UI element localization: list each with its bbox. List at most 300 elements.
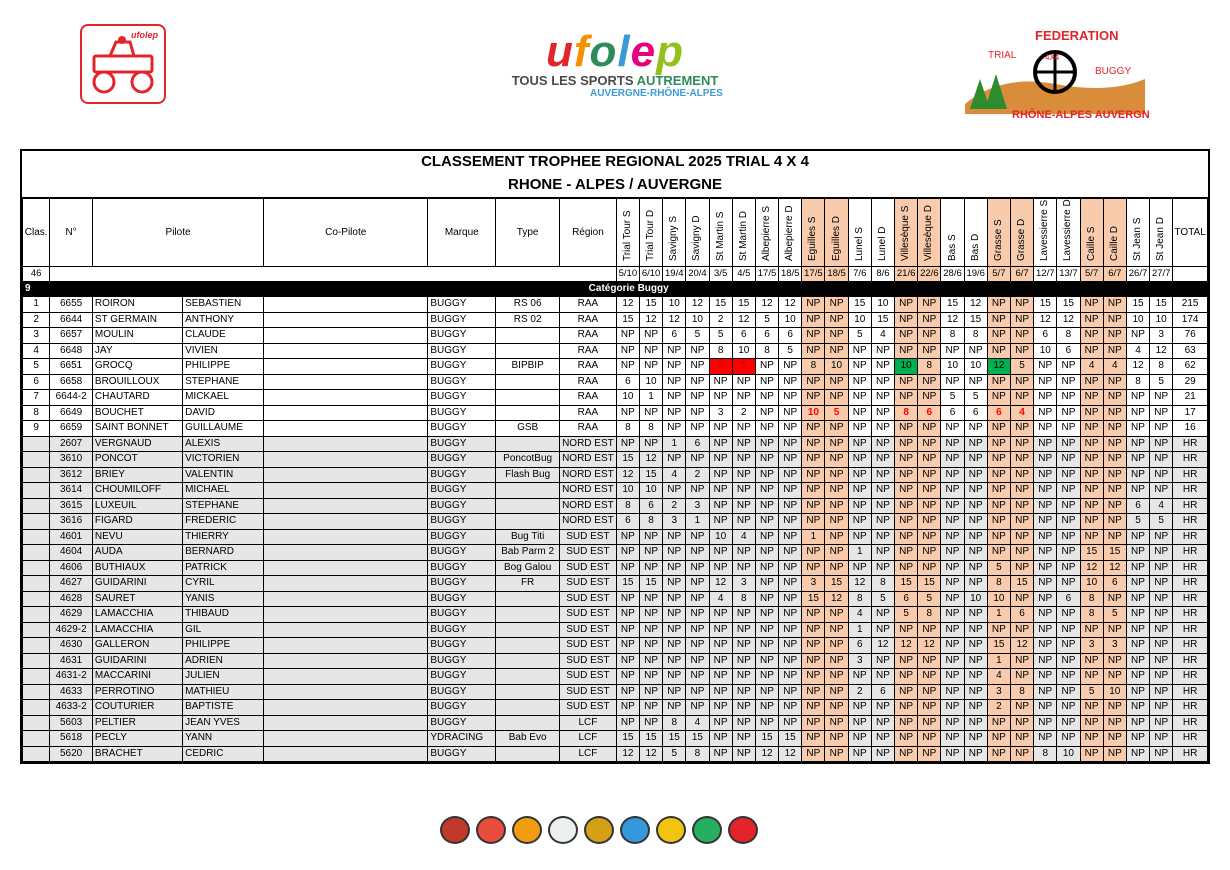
score-cell: NP xyxy=(616,545,639,561)
score-cell: NP xyxy=(1103,405,1126,421)
score-cell: NP xyxy=(964,483,987,499)
score-cell: 2 xyxy=(848,684,871,700)
score-cell: 15 xyxy=(779,731,802,747)
score-cell: NP xyxy=(918,700,941,716)
rank-cell xyxy=(23,684,50,700)
copilot-cell xyxy=(264,669,428,685)
pilot-lastname: LAMACCHIA xyxy=(92,622,182,638)
table-row xyxy=(23,297,1208,313)
score-cell: NP xyxy=(1080,483,1103,499)
copilot-cell xyxy=(264,483,428,499)
score-cell: 8 xyxy=(895,405,918,421)
event-name: Eguilles S xyxy=(807,216,819,261)
score-cell: NP xyxy=(1126,421,1149,437)
ranking-body xyxy=(23,199,1208,762)
score-cell: NP xyxy=(941,715,964,731)
score-cell: NP xyxy=(1034,576,1057,592)
score-cell: 15 xyxy=(1103,545,1126,561)
event-date: 3/5 xyxy=(709,267,732,282)
score-cell: NP xyxy=(964,684,987,700)
ranking-table xyxy=(22,198,1208,762)
score-cell: NP xyxy=(964,452,987,468)
score-cell: NP xyxy=(1150,715,1173,731)
score-cell: 12 xyxy=(1126,359,1149,375)
score-cell: NP xyxy=(825,467,848,483)
score-cell: NP xyxy=(1010,312,1033,328)
type-cell xyxy=(496,684,560,700)
score-cell: 15 xyxy=(616,452,639,468)
copilot-cell xyxy=(264,545,428,561)
brand-cell: BUGGY xyxy=(428,684,496,700)
score-cell: 6 xyxy=(709,359,732,375)
score-cell: NP xyxy=(639,560,662,576)
rank-cell xyxy=(23,529,50,545)
score-cell: NP xyxy=(1034,638,1057,654)
total-cell: HR xyxy=(1173,607,1208,623)
score-cell: 5 xyxy=(755,312,778,328)
score-cell: 10 xyxy=(779,312,802,328)
score-cell: NP xyxy=(639,653,662,669)
event-date: 18/5 xyxy=(825,267,848,282)
score-cell: NP xyxy=(1010,498,1033,514)
pilot-lastname: JAY xyxy=(92,343,182,359)
score-cell: 12 xyxy=(779,297,802,313)
number-cell: 4631 xyxy=(50,653,93,669)
type-cell xyxy=(496,436,560,452)
score-cell: NP xyxy=(895,483,918,499)
score-cell: NP xyxy=(1010,746,1033,762)
score-cell: NP xyxy=(1126,653,1149,669)
table-row xyxy=(23,529,1208,545)
score-cell: NP xyxy=(709,498,732,514)
brand-cell: BUGGY xyxy=(428,607,496,623)
number-cell: 4633-2 xyxy=(50,700,93,716)
score-cell: NP xyxy=(686,653,709,669)
header-event xyxy=(871,199,894,267)
score-cell: NP xyxy=(732,452,755,468)
score-cell: 6 xyxy=(1057,343,1080,359)
ranking-sheet xyxy=(20,149,1210,764)
score-cell: NP xyxy=(1103,746,1126,762)
total-cell: HR xyxy=(1173,591,1208,607)
brand-cell: BUGGY xyxy=(428,297,496,313)
total-cell: HR xyxy=(1173,514,1208,530)
score-cell: NP xyxy=(732,421,755,437)
score-cell: NP xyxy=(895,343,918,359)
score-cell: NP xyxy=(987,312,1010,328)
svg-text:FEDERATION: FEDERATION xyxy=(1035,28,1119,43)
score-cell: NP xyxy=(895,560,918,576)
score-cell: NP xyxy=(779,374,802,390)
score-cell: NP xyxy=(686,684,709,700)
table-row xyxy=(23,483,1208,499)
score-cell: NP xyxy=(825,560,848,576)
score-cell: NP xyxy=(755,576,778,592)
score-cell: NP xyxy=(686,591,709,607)
logo-left-brand: ufolep xyxy=(131,30,158,40)
score-cell: NP xyxy=(825,684,848,700)
rank-cell xyxy=(23,591,50,607)
event-name: St Jean D xyxy=(1155,217,1167,261)
score-cell: NP xyxy=(709,653,732,669)
score-cell: 1 xyxy=(987,607,1010,623)
score-cell: NP xyxy=(1150,591,1173,607)
score-cell: NP xyxy=(1103,483,1126,499)
score-cell: NP xyxy=(825,390,848,406)
score-cell: NP xyxy=(1126,467,1149,483)
score-cell: NP xyxy=(1034,591,1057,607)
pilot-lastname: CHAUTARD xyxy=(92,390,182,406)
event-name: Villesèque D xyxy=(923,205,935,261)
score-cell: NP xyxy=(1150,529,1173,545)
score-cell: NP xyxy=(732,669,755,685)
score-cell: 15 xyxy=(1010,576,1033,592)
pilot-firstname: GUILLAUME xyxy=(183,421,264,437)
score-cell: NP xyxy=(732,390,755,406)
score-cell: NP xyxy=(686,560,709,576)
score-cell: 10 xyxy=(1103,684,1126,700)
score-cell: NP xyxy=(1126,638,1149,654)
score-cell: NP xyxy=(1080,374,1103,390)
score-cell: 4 xyxy=(709,591,732,607)
event-name: Caille S xyxy=(1085,226,1097,261)
score-cell: 1 xyxy=(848,622,871,638)
score-cell: 3 xyxy=(709,405,732,421)
score-cell: 10 xyxy=(1080,576,1103,592)
score-cell: NP xyxy=(848,483,871,499)
score-cell: NP xyxy=(1103,514,1126,530)
score-cell: 6 xyxy=(616,514,639,530)
score-cell: NP xyxy=(871,436,894,452)
score-cell: NP xyxy=(1126,591,1149,607)
score-cell: NP xyxy=(755,452,778,468)
type-cell xyxy=(496,328,560,344)
pilot-firstname: ADRIEN xyxy=(183,653,264,669)
score-cell: 6 xyxy=(941,405,964,421)
rank-cell xyxy=(23,483,50,499)
score-cell: NP xyxy=(663,343,686,359)
type-cell xyxy=(496,669,560,685)
score-cell: NP xyxy=(1010,560,1033,576)
score-cell: NP xyxy=(639,529,662,545)
brand-cell: BUGGY xyxy=(428,452,496,468)
score-cell: NP xyxy=(616,669,639,685)
score-cell: 15 xyxy=(895,576,918,592)
region-cell: SUD EST xyxy=(560,622,617,638)
score-cell: NP xyxy=(918,436,941,452)
score-cell: NP xyxy=(825,545,848,561)
score-cell: NP xyxy=(848,421,871,437)
score-cell: NP xyxy=(964,715,987,731)
score-cell: 4 xyxy=(987,669,1010,685)
score-cell: NP xyxy=(987,483,1010,499)
federation-logo xyxy=(960,24,1150,124)
event-date: 27/7 xyxy=(1150,267,1173,282)
score-cell: NP xyxy=(964,514,987,530)
event-name: St Jean S xyxy=(1132,217,1143,261)
score-cell: 5 xyxy=(1150,514,1173,530)
total-cell: 21 xyxy=(1173,390,1208,406)
region-cell: RAA xyxy=(560,312,617,328)
score-cell: 15 xyxy=(686,731,709,747)
header-event xyxy=(848,199,871,267)
event-name: Lavessierre D xyxy=(1062,199,1074,261)
pilot-lastname: PERROTINO xyxy=(92,684,182,700)
score-cell: 6 xyxy=(616,374,639,390)
score-cell: 1 xyxy=(639,390,662,406)
score-cell: NP xyxy=(1010,343,1033,359)
copilot-cell xyxy=(264,576,428,592)
score-cell: 1 xyxy=(663,436,686,452)
type-cell xyxy=(496,591,560,607)
score-cell: NP xyxy=(825,343,848,359)
score-cell: NP xyxy=(1126,452,1149,468)
score-cell: 12 xyxy=(1057,312,1080,328)
table-row xyxy=(23,390,1208,406)
number-cell: 3615 xyxy=(50,498,93,514)
brand-cell: BUGGY xyxy=(428,467,496,483)
region-cell: SUD EST xyxy=(560,684,617,700)
score-cell: NP xyxy=(755,374,778,390)
header-event xyxy=(895,199,918,267)
score-cell: NP xyxy=(732,638,755,654)
score-cell: NP xyxy=(941,498,964,514)
score-cell: NP xyxy=(1057,622,1080,638)
score-cell: NP xyxy=(1010,669,1033,685)
score-cell: NP xyxy=(1034,684,1057,700)
score-cell: NP xyxy=(732,545,755,561)
category-count: 9 xyxy=(23,282,50,297)
header-num: N° xyxy=(50,199,93,267)
score-cell: NP xyxy=(871,374,894,390)
score-cell: NP xyxy=(639,591,662,607)
number-cell: 4631-2 xyxy=(50,669,93,685)
event-date: 21/6 xyxy=(895,267,918,282)
score-cell: NP xyxy=(639,359,662,375)
number-cell: 6655 xyxy=(50,297,93,313)
ufolep-wordmark: ufolep xyxy=(545,27,685,76)
score-cell: NP xyxy=(1080,343,1103,359)
score-cell: 15 xyxy=(709,297,732,313)
score-cell: NP xyxy=(802,452,825,468)
copilot-cell xyxy=(264,560,428,576)
rank-cell xyxy=(23,545,50,561)
score-cell: NP xyxy=(987,529,1010,545)
copilot-cell xyxy=(264,421,428,437)
score-cell: 12 xyxy=(1034,312,1057,328)
score-cell: NP xyxy=(1126,436,1149,452)
score-cell: 10 xyxy=(895,359,918,375)
score-cell: 12 xyxy=(941,312,964,328)
copilot-cell xyxy=(264,359,428,375)
total-cell: HR xyxy=(1173,436,1208,452)
score-cell: NP xyxy=(663,483,686,499)
score-cell: 10 xyxy=(639,374,662,390)
score-cell: NP xyxy=(825,312,848,328)
score-cell: NP xyxy=(1057,731,1080,747)
score-cell: NP xyxy=(1103,328,1126,344)
score-cell: 4 xyxy=(1103,359,1126,375)
number-cell: 6658 xyxy=(50,374,93,390)
score-cell: 10 xyxy=(848,312,871,328)
table-row xyxy=(23,715,1208,731)
score-cell: NP xyxy=(941,436,964,452)
score-cell: NP xyxy=(616,653,639,669)
score-cell: 5 xyxy=(686,328,709,344)
score-cell: 6 xyxy=(732,328,755,344)
score-cell: NP xyxy=(871,560,894,576)
score-cell: 6 xyxy=(918,405,941,421)
header-event xyxy=(941,199,964,267)
score-cell: NP xyxy=(871,529,894,545)
type-cell: BIPBIP xyxy=(496,359,560,375)
score-cell: NP xyxy=(663,452,686,468)
sponsor-logo-icon xyxy=(620,816,650,844)
type-cell xyxy=(496,700,560,716)
table-row xyxy=(23,576,1208,592)
score-cell: 5 xyxy=(941,390,964,406)
region-cell: RAA xyxy=(560,297,617,313)
score-cell: NP xyxy=(871,343,894,359)
score-cell: 4 xyxy=(732,529,755,545)
score-cell: NP xyxy=(686,700,709,716)
table-row xyxy=(23,731,1208,747)
score-cell: NP xyxy=(663,622,686,638)
rank-cell xyxy=(23,436,50,452)
score-cell: NP xyxy=(964,498,987,514)
total-cell: 29 xyxy=(1173,374,1208,390)
score-cell: NP xyxy=(825,452,848,468)
total-cell: HR xyxy=(1173,560,1208,576)
score-cell: NP xyxy=(895,684,918,700)
score-cell: NP xyxy=(755,514,778,530)
score-cell: NP xyxy=(732,746,755,762)
score-cell: NP xyxy=(1057,684,1080,700)
score-cell: 8 xyxy=(616,498,639,514)
rank-cell: 8 xyxy=(23,405,50,421)
event-date: 26/7 xyxy=(1126,267,1149,282)
score-cell: NP xyxy=(755,607,778,623)
score-cell: 15 xyxy=(1080,545,1103,561)
number-cell: 4628 xyxy=(50,591,93,607)
score-cell: 12 xyxy=(1150,343,1173,359)
score-cell: NP xyxy=(1126,684,1149,700)
table-row xyxy=(23,545,1208,561)
table-row xyxy=(23,452,1208,468)
score-cell: NP xyxy=(709,715,732,731)
score-cell: NP xyxy=(1057,638,1080,654)
pilot-firstname: STEPHANE xyxy=(183,374,264,390)
score-cell: NP xyxy=(918,653,941,669)
rank-cell xyxy=(23,638,50,654)
score-cell: 3 xyxy=(1080,638,1103,654)
total-cell: HR xyxy=(1173,746,1208,762)
score-cell: NP xyxy=(964,731,987,747)
score-cell: NP xyxy=(1034,514,1057,530)
total-cell: HR xyxy=(1173,715,1208,731)
score-cell: NP xyxy=(918,622,941,638)
brand-cell: BUGGY xyxy=(428,529,496,545)
type-cell xyxy=(496,746,560,762)
score-cell: NP xyxy=(802,328,825,344)
copilot-cell xyxy=(264,684,428,700)
number-cell: 4606 xyxy=(50,560,93,576)
score-cell: 15 xyxy=(802,591,825,607)
score-cell: NP xyxy=(895,715,918,731)
score-cell: 10 xyxy=(686,312,709,328)
score-cell: 12 xyxy=(1080,560,1103,576)
score-cell: NP xyxy=(1010,653,1033,669)
copilot-cell xyxy=(264,498,428,514)
pilot-lastname: ST GERMAIN xyxy=(92,312,182,328)
type-cell: GSB xyxy=(496,421,560,437)
copilot-cell xyxy=(264,297,428,313)
number-cell: 4601 xyxy=(50,529,93,545)
score-cell: NP xyxy=(779,436,802,452)
score-cell: NP xyxy=(779,452,802,468)
event-name: Lunel D xyxy=(876,226,888,261)
score-cell: NP xyxy=(802,622,825,638)
number-cell: 4630 xyxy=(50,638,93,654)
score-cell: NP xyxy=(848,390,871,406)
event-name: St Martin S xyxy=(714,211,726,261)
pilot-lastname: ROIRON xyxy=(92,297,182,313)
score-cell: NP xyxy=(1057,483,1080,499)
score-cell: NP xyxy=(1034,359,1057,375)
copilot-cell xyxy=(264,343,428,359)
header-event xyxy=(1034,199,1057,267)
score-cell: NP xyxy=(825,498,848,514)
score-cell: 5 xyxy=(987,560,1010,576)
score-cell: NP xyxy=(825,638,848,654)
score-cell: 6 xyxy=(1034,328,1057,344)
score-cell: NP xyxy=(825,731,848,747)
total-cell: 76 xyxy=(1173,328,1208,344)
score-cell: NP xyxy=(1150,467,1173,483)
header-region: Région xyxy=(560,199,617,267)
copilot-cell xyxy=(264,529,428,545)
score-cell: NP xyxy=(1126,669,1149,685)
score-cell: NP xyxy=(779,607,802,623)
score-cell: NP xyxy=(895,452,918,468)
rank-cell xyxy=(23,514,50,530)
score-cell: NP xyxy=(987,421,1010,437)
score-cell: NP xyxy=(895,297,918,313)
score-cell: NP xyxy=(663,638,686,654)
score-cell: NP xyxy=(1034,436,1057,452)
score-cell: NP xyxy=(1080,436,1103,452)
score-cell: 3 xyxy=(686,498,709,514)
score-cell: NP xyxy=(1034,715,1057,731)
score-cell: NP xyxy=(987,622,1010,638)
event-date: 7/6 xyxy=(848,267,871,282)
score-cell: NP xyxy=(941,452,964,468)
score-cell: NP xyxy=(616,436,639,452)
score-cell: 15 xyxy=(663,731,686,747)
header-event xyxy=(663,199,686,267)
score-cell: NP xyxy=(1010,483,1033,499)
score-cell: NP xyxy=(964,560,987,576)
score-cell: NP xyxy=(663,545,686,561)
score-cell: 15 xyxy=(1150,297,1173,313)
score-cell: NP xyxy=(802,545,825,561)
event-date: 18/5 xyxy=(779,267,802,282)
score-cell: NP xyxy=(732,436,755,452)
score-cell: NP xyxy=(686,483,709,499)
score-cell: NP xyxy=(755,700,778,716)
score-cell: NP xyxy=(802,746,825,762)
score-cell: NP xyxy=(895,498,918,514)
